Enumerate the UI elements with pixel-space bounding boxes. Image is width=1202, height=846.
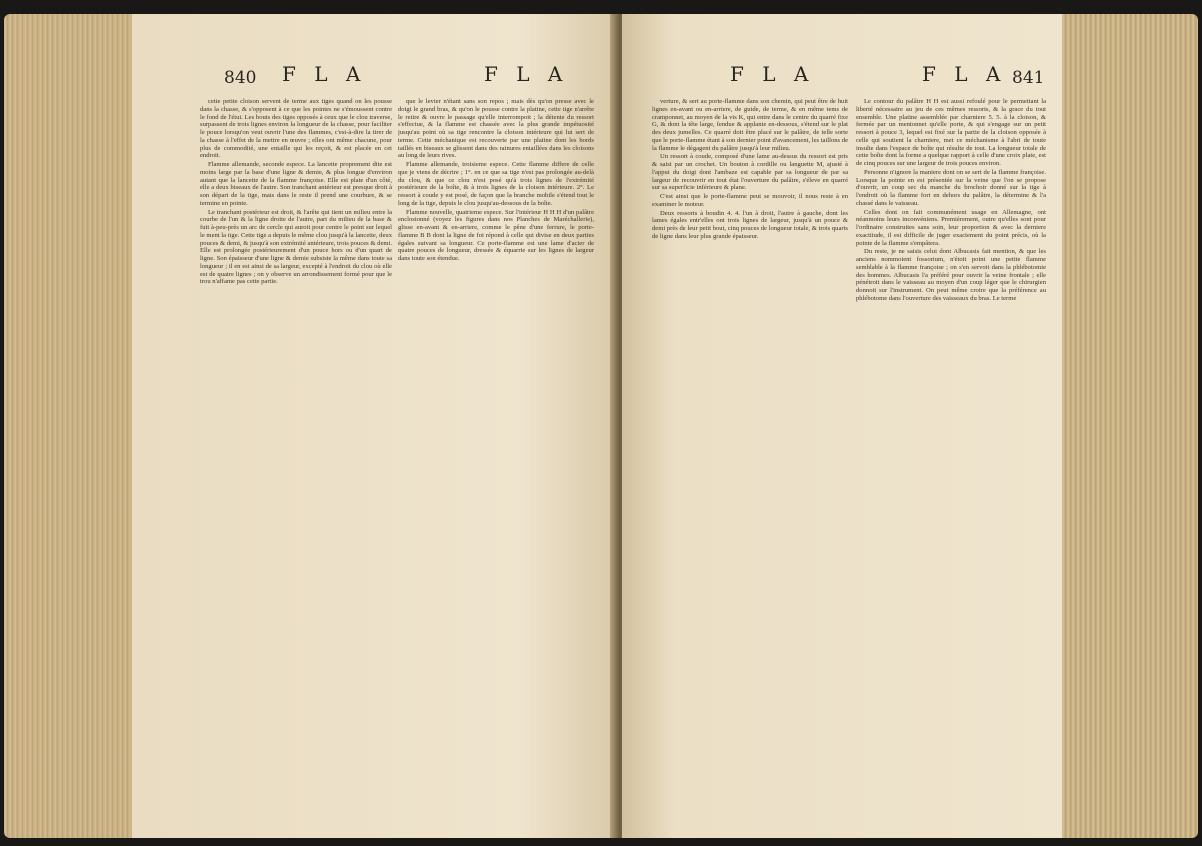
text-column-left-1: [200, 98, 392, 834]
paragraph: Le contour du palâtre H H est aussi refoulé pour le permettant la liberté nécessaire au jeu de ces mêmes ressorts, & la grace du tout ensemble. Une platine assemblée par charniere 5. 5. à la cloison, & fermée par un mentonnet qu'elle porte, & qui s'engage sur un petit ressort à pouce 3, lequel est fixé sur la partie de la cloison opposée à celle qui soutient la charniere, met ce méchanisme à l'abri de toute insulte dans l'espace de boîte qui résulte de tout. La longueur totale de cette boîte dont la forme a quelque rapport à celle d'une croix plate, est de cinq pouces sur une largeur de trois pouces environ.: [856, 98, 1046, 167]
paragraph: Deux ressorts à boudin 4. 4. l'un à droit, l'autre à gauche, dont les lames égales entr'elles ont trois lignes de largeur, jusqu'à un pouce & demi près de leur petit bout, cinq pouces de longueur totale, & trois quarts de ligne dans leur plus grande épaisseur.: [652, 209, 848, 240]
right-page: [622, 14, 1062, 838]
text-column-left-2: [398, 98, 594, 834]
paragraph: Flamme allemande, seconde espece. La lancette proprement dite est moins large par la base d'une ligne & demie, & plus longue d'environ autant que la lancette de la flamme françoise. Elle est plate d'un côté, elle a deux biseaux de l'autre. Son tranchant antérieur est presque droit à son départ de la tige, mais dans le reste il prend une courbure, & se termine en pointe.: [200, 161, 392, 207]
page-edges-left: [4, 14, 146, 838]
paragraph: cette petite cloison servent de terme aux tiges quand on les pousse dans la chasse, & s'opposent à ce que les pointes ne s'émoussent contre le fond de l'étui. Les bouts des tiges opposés à ceux que le clou traverse, surpassent de trois lignes environ la longueur de la chasse, pour faciliter le pouce lorsqu'on veut ouvrir l'une des flammes, c'est-à-dire la tirer de la chasse à l'effet de la mettre en œuvre ; elles ont même chacune, pour plus de commodité, une entaille qui les reçoit, & est placée en cet endroit.: [200, 98, 392, 160]
paragraph: C'est ainsi que le porte-flamme peut se mouvoir, il nous reste à en examiner le moteur.: [652, 193, 848, 208]
paragraph: Flamme nouvelle, quatrieme espece. Sur l'intérieur H H H d'un palâtre enclosionné (voyez les figures dans nos Planches de Maréchallerie), glisse en-avant & en-arriere, comme le pêne d'une ferrure, le porte-flamme B B dont la ligne de foi répond à celle qui divise en deux parties égales suivant sa longueur. Ce porte-flamme est une lame d'acier de quatre pouces de longueur, dressée & équarrie sur les lignes de largeur dans toute son étendue.: [398, 208, 594, 262]
text-column-right-2: [856, 98, 1046, 834]
paragraph: Le tranchant postérieur est droit, & l'arête qui tient un milieu entre la courbe de l'un & la ligne droite de l'autre, part du milieu de la base & fuit à-peu-près un arc de cercle qui auroit pour centre le point sur lequel le ment la tige. Cette tige a depuis le même clou jusqu'à la lancette, deux pouces & demi, & jusqu'à son extrémité antérieure, trois pouces & demi. Elle est prolongée postérieurement d'un pouce hors ou d'un quart de ligne. Son épaisseur d'une ligne & demie subsiste la même dans toute sa longueur ; il en est ainsi de sa largeur, excepté à l'endroit du clou où elle est de quatre lignes ; on y observe un arrondissement formé pour que le trou n'affame pas cette partie.: [200, 208, 392, 286]
paragraph: que le levier n'étant sans son repos ; mais dès qu'on presse avec le doigt le grand bras, & qu'on le pousse contre la platine, cette tige n'arrête le retire & ouvre le passage qu'elle interrompoit ; la détente du ressort s'effectue, & la flamme est chassée avec la plus grande impétuosité jusqu'au point où sa tige rencontre la cloison intérieure qui lui sert de terme. Cette méchanique est recouverte par une platine dont les bords taillés en biseaux se glissent dans des rainures entaillées dans les cloisons au long de leurs rives.: [398, 98, 594, 160]
text-column-right-1: [652, 98, 848, 834]
running-head-right-2: F L A: [922, 62, 1007, 86]
left-page: [132, 14, 617, 838]
running-head-left-2: F L A: [484, 62, 569, 86]
paragraph: Flamme allemande, troisieme espece. Cette flamme differe de celle que je viens de décrire ; 1°. en ce que sa tige n'est pas prolongée au-delà du clou, & que ce clou n'est posé qu'à trois lignes de l'extrémité postérieure de la boîte, & à trois lignes de la cloison intérieure. 2°. Le ressort à coude y est posé, de façon que la branche mobile s'étend tout le long de la tige, depuis le clou jusqu'au-dessous de la boîte.: [398, 161, 594, 207]
paragraph: verture, & sert au porte-flamme dans son chemin, qui peut être de huit lignes en-avant ou en-arriere, de guide, de terme, & en même tems de cramponnet, au moyen de la vis K, qui entre dans le centre du quarré fixe G, & dont la tête large, fendue & applanie en-dessous, s'étend sur le plat des deux jumelles. Ce quarré doit être placé sur le palâtre, de telle sorte que le porte-flamme étant à son dernier point d'avancement, les taillons de la flamme le dégagent du palâtre jusqu'à leur milieu.: [652, 98, 848, 152]
paragraph: Personne n'ignore la maniere dont on se sert de la flamme françoise. Lorsque la pointe en est présentée sur la veine que l'on se propose d'ouvrir, un coup sec du manche du brochoir donné sur la tige à l'endroit où la flamme fort en dehors du palâtre, la détermine & l'a chassé dans le vaisseau.: [856, 168, 1046, 207]
page-edges-right: [1057, 14, 1198, 838]
paragraph: Du reste, je ne saisis celui dont Albucasis fait mention, & que les anciens nommoient fossorium, n'étoit point une petite flamme semblable à la flamme françoise ; on s'en servoit dans la phlébotomie des hommes. Albucasis l'a préféré pour ouvrir la veine frontale ; elle pénétroit dans le vaisseau au moyen d'un coup léger que le chirurgien donnoit sur l'instrument. On peut même croire que la préférence au phlébotome dans l'ouverture des vaisseaux du bras. Le terme: [856, 248, 1046, 302]
page-number-right: 841: [1012, 68, 1045, 88]
paragraph: Un ressort à coude, composé d'une lame au-dessus du ressort est pris & saisi par un crochet. Un bouton à cordille ou languette M, ajusté à l'appui du doigt dont l'ambaze est capable par sa longueur de par sa largeur de recouvrir en tout état l'ouverture du palâtre, s'éleve en quarré sur sa superficie inférieure & plane.: [652, 153, 848, 192]
paragraph: Celles dont on fait communément usage en Allemagne, ont néanmoins leurs inconvéniens. Premièrement, outre qu'elles sont pour l'ordinaire construites sans soin, leur proportion & avec la derniere exactitude, il est difficile de juger exactement du point précis, où la pointe de la flamme s'empâtera.: [856, 208, 1046, 247]
page-number-left: 840: [224, 68, 257, 88]
running-head-right-1: F L A: [730, 62, 815, 86]
running-head-left-1: F L A: [282, 62, 367, 86]
